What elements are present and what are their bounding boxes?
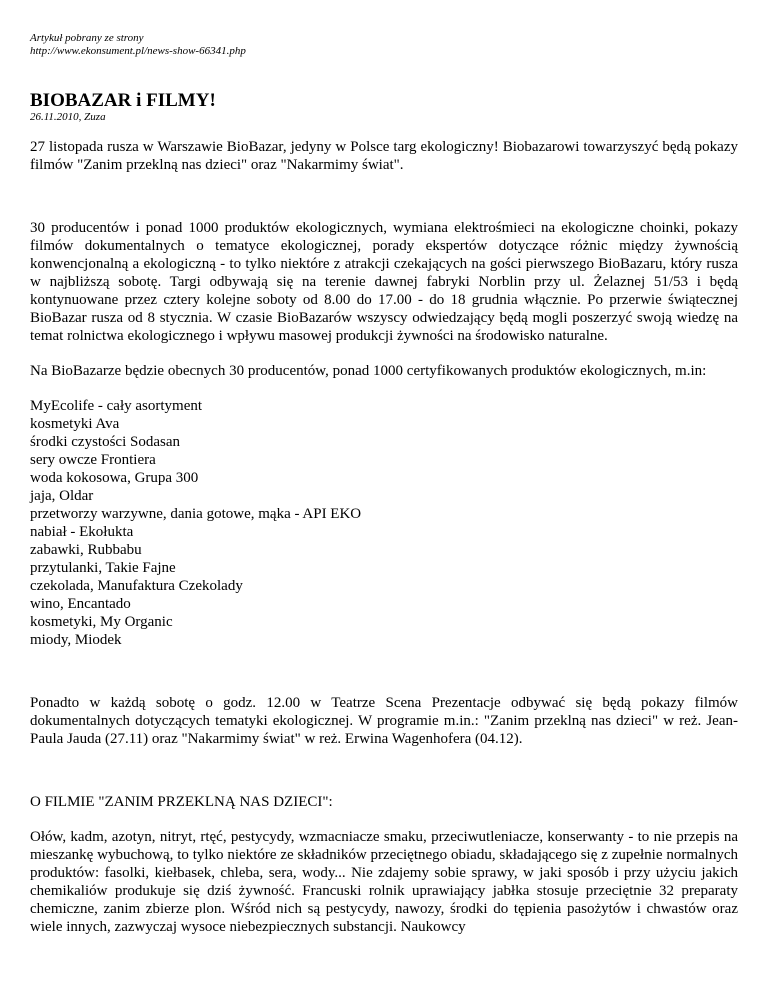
details-paragraph: 30 producentów i ponad 1000 produktów ekologicznych, wymiana elektrośmieci na ekologiczne choinki, pokazy filmów dokumentalnych o tematyce ekologicznej, porady ekspertów dotyczące różnic między żywnością konwencjonalną a ekologiczną - to tylko niektóre z atrakcji czekających na gości pierwszego BioBazaru, który rusza w najbliższą sobotę. Targi odbywają się na terenie dawnej fabryki Norblin przy ul. Żelaznej 51/53 i będą kontynuowane przez cztery kolejne soboty od 8.00 do 17.00 - do 18 grudnia włącznie. Po przerwie świątecznej BioBazar rusza od 8 stycznia. W czasie BioBazarów wszyscy odwiedzający będą mogli poszerzyć swoją wiedzę na temat rolnictwa ekologicznego i wpływu masowej produkcji żywności na środowisko naturalne. [30,220,738,344]
list-item: kosmetyki Ava [30,416,120,432]
producer-list [30,397,738,649]
film-paragraph: Ołów, kadm, azotyn, nitryt, rtęć, pestycydy, wzmacniacze smaku, przeciwutleniacze, konserwanty - to nie przepis na mieszankę wybuchową, to tylko niektóre ze składników przeciętnego obiadu, składającego się z zupełnie normalnych produktów: fasolki, kiełbasek, chleba, sera, wody... Nie zdajemy sobie sprawy, w jaki sposób i przy użyciu jakich chemikaliów produkuje się dziś żywność. Francuski rolnik uprawiający jabłka stosuje przeciętnie 32 preparaty chemiczne, zanim zbierze plon. Wśród nich są pestycydy, nawozy, środki do tępienia pasożytów i chwastów oraz wiele innych, zazwyczaj wysoce niebezpiecznych substancji. Naukowcy [30,829,738,935]
source-note [30,32,738,58]
source-label: Artykuł pobrany ze strony [30,32,144,44]
screenings-paragraph: Ponadto w każdą sobotę o godz. 12.00 w Teatrze Scena Prezentacje odbywać się będą pokazy filmów dokumentalnych dotyczących tematyki ekologicznej. W programie m.in.: "Zanim przeklną nas dzieci" w reż. Jean-Paula Jauda (27.11) oraz "Nakarmimy świat" w reż. Erwina Wagenhofera (04.12). [30,695,738,747]
source-url: http://www.ekonsument.pl/news-show-66341.php [30,45,246,57]
list-item: nabiał - Ekołukta [30,524,134,540]
list-item: czekolada, Manufaktura Czekolady [30,578,243,594]
list-item: przytulanki, Takie Fajne [30,560,176,576]
document-page [30,32,738,936]
list-item: kosmetyki, My Organic [30,614,173,630]
list-item: środki czystości Sodasan [30,434,180,450]
intro-paragraph: 27 listopada rusza w Warszawie BioBazar, jedyny w Polsce targ ekologiczny! Biobazarowi towarzyszyć będą pokazy filmów "Zanim przeklną nas dzieci" oraz "Nakarmimy świat". [30,139,738,173]
article-title: BIOBAZAR i FILMY! [30,90,216,111]
list-item: miody, Miodek [30,632,122,648]
list-item: przetworzy warzywne, dania gotowe, mąka - API EKO [30,506,362,522]
list-item: jaja, Oldar [30,488,94,504]
list-item: MyEcolife - cały asortyment [30,398,203,414]
film-heading: O FILMIE "ZANIM PRZEKLNĄ NAS DZIECI": [30,794,333,810]
producers-paragraph: Na BioBazarze będzie obecnych 30 producentów, ponad 1000 certyfikowanych produktów ekologicznych, m.in: [30,363,707,379]
list-item: woda kokosowa, Grupa 300 [30,470,199,486]
list-item: sery owcze Frontiera [30,452,156,468]
list-item: zabawki, Rubbabu [30,542,142,558]
article-meta: 26.11.2010, Zuza [30,111,106,123]
list-item: wino, Encantado [30,596,131,612]
